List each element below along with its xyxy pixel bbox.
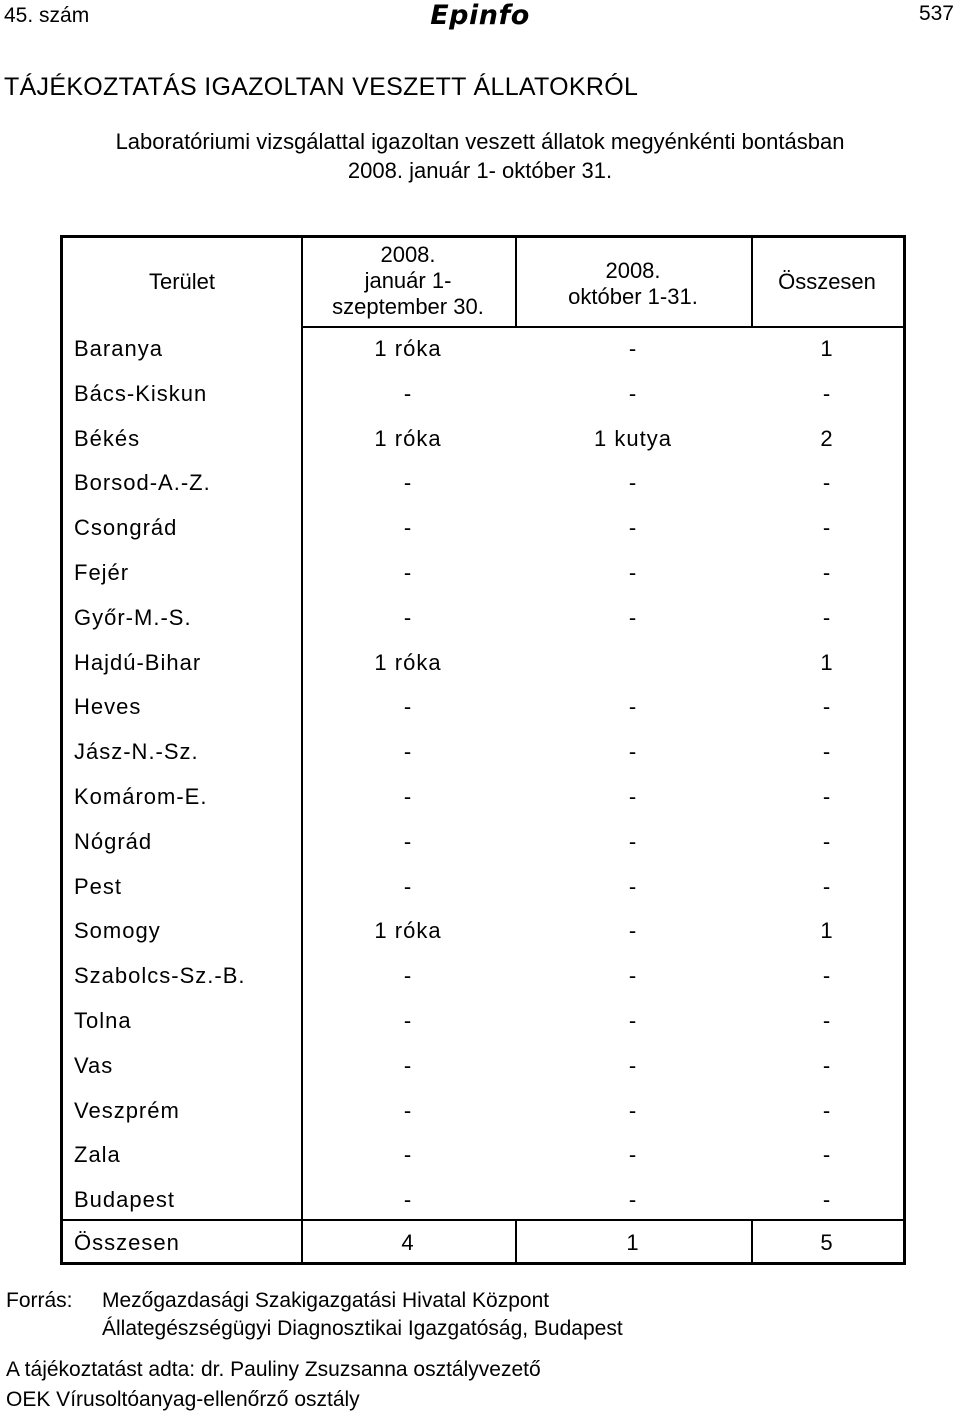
row-total: 1 (820, 336, 834, 361)
info-line-1: A tájékoztatást adta: dr. Pauliny Zsuzsanna osztályvezető (6, 1358, 541, 1381)
row-area: Somogy (74, 918, 161, 943)
row-area: Vas (74, 1053, 114, 1078)
row-total: - (822, 1053, 832, 1078)
row-period1: - (403, 381, 413, 406)
epinfo-logo: Epinfo (430, 0, 530, 31)
row-area: Győr-M.-S. (74, 605, 192, 630)
row-period1: - (403, 963, 413, 988)
header-period2 (515, 258, 751, 310)
row-area: Pest (74, 874, 123, 899)
header-total: Összesen (778, 269, 876, 294)
row-period2: - (628, 739, 638, 764)
row-area: Fejér (74, 560, 130, 585)
header-period1-line: január 1- (364, 268, 452, 293)
row-area: Heves (74, 694, 142, 719)
row-period1: - (403, 694, 413, 719)
source-line-2: Állategészségügyi Diagnosztikai Igazgatóság, Budapest (102, 1317, 623, 1340)
row-total: - (822, 829, 832, 854)
row-period2: - (628, 1142, 638, 1167)
row-total: - (822, 560, 832, 585)
page-number: 537 (918, 2, 954, 25)
header-period1-line: 2008. (380, 242, 436, 267)
row-area: Bács-Kiskun (74, 381, 208, 406)
subtitle-line-1: Laboratóriumi vizsgálattal igazoltan veszett állatok megyénkénti bontásban (115, 129, 845, 154)
row-total: - (822, 1142, 832, 1167)
row-period2: 1 kutya (594, 426, 672, 451)
row-total: - (822, 515, 832, 540)
row-total: - (822, 605, 832, 630)
header-period1-line: szeptember 30. (332, 294, 484, 319)
total-row-period1: 4 (401, 1230, 415, 1255)
row-period1: - (403, 515, 413, 540)
row-period1: - (403, 1187, 413, 1212)
page-title: TÁJÉKOZTATÁS IGAZOLTAN VESZETT ÁLLATOKRÓL (4, 73, 639, 101)
row-period1: - (403, 784, 413, 809)
row-period2: - (628, 336, 638, 361)
row-area: Jász-N.-Sz. (74, 739, 199, 764)
row-period2: - (628, 381, 638, 406)
row-total: 2 (820, 426, 834, 451)
issue-number: 45. szám (4, 4, 90, 27)
row-period1: 1 róka (374, 336, 442, 361)
info-line-2: OEK Vírusoltóanyag-ellenőrző osztály (6, 1388, 360, 1411)
total-row-total: 5 (820, 1230, 834, 1255)
row-period1: 1 róka (374, 918, 442, 943)
row-area: Hajdú-Bihar (74, 650, 202, 675)
header-period2-line: 2008. (605, 258, 661, 283)
row-period2: - (628, 694, 638, 719)
row-total: - (822, 694, 832, 719)
row-period1: - (403, 829, 413, 854)
row-period1: - (403, 470, 413, 495)
row-total: - (822, 739, 832, 764)
header-period1 (301, 242, 515, 320)
row-total: - (822, 963, 832, 988)
row-total: - (822, 1008, 832, 1033)
row-period2: - (628, 470, 638, 495)
row-total: - (822, 470, 832, 495)
row-period1: - (403, 1098, 413, 1123)
row-period2: - (628, 1187, 638, 1212)
row-period2: - (628, 1053, 638, 1078)
row-total: 1 (820, 918, 834, 943)
row-period1: - (403, 739, 413, 764)
row-period2: - (628, 1098, 638, 1123)
row-period1: - (403, 874, 413, 899)
subtitle-line-2: 2008. január 1- október 31. (347, 158, 613, 183)
row-period1: - (403, 605, 413, 630)
row-area: Borsod-A.-Z. (74, 470, 211, 495)
row-total: - (822, 381, 832, 406)
row-area: Szabolcs-Sz.-B. (74, 963, 246, 988)
total-row-label: Összesen (74, 1230, 180, 1255)
total-row-period2: 1 (626, 1230, 640, 1255)
row-area: Nógrád (74, 829, 153, 854)
header-period2-line: október 1-31. (568, 284, 698, 309)
row-period1: 1 róka (374, 426, 442, 451)
row-period2: - (628, 1008, 638, 1033)
row-total: - (822, 1098, 832, 1123)
row-area: Tolna (74, 1008, 132, 1033)
header-area: Terület (148, 269, 216, 294)
row-total: - (822, 874, 832, 899)
total-divider (63, 1219, 903, 1221)
row-period2: - (628, 560, 638, 585)
source-line-1: Mezőgazdasági Szakigazgatási Hivatal Központ (102, 1289, 550, 1312)
row-total: - (822, 1187, 832, 1212)
row-period1: - (403, 560, 413, 585)
row-area: Komárom-E. (74, 784, 208, 809)
row-area: Budapest (74, 1187, 175, 1212)
row-area: Csongrád (74, 515, 178, 540)
row-period2: - (628, 605, 638, 630)
row-period2: - (628, 784, 638, 809)
row-area: Veszprém (74, 1098, 180, 1123)
source-label: Forrás: (6, 1289, 73, 1312)
row-period1: 1 róka (374, 650, 442, 675)
row-period1: - (403, 1142, 413, 1167)
row-period2: - (628, 829, 638, 854)
row-period2: - (628, 515, 638, 540)
row-period2: - (628, 963, 638, 988)
row-period1: - (403, 1008, 413, 1033)
row-area: Békés (74, 426, 141, 451)
rabies-table (60, 235, 906, 1265)
row-period2: - (628, 918, 638, 943)
row-total: 1 (820, 650, 834, 675)
header-divider (301, 326, 903, 328)
row-total: - (822, 784, 832, 809)
row-area: Zala (74, 1142, 121, 1167)
row-period2: - (628, 874, 638, 899)
row-area: Baranya (74, 336, 163, 361)
row-period1: - (403, 1053, 413, 1078)
